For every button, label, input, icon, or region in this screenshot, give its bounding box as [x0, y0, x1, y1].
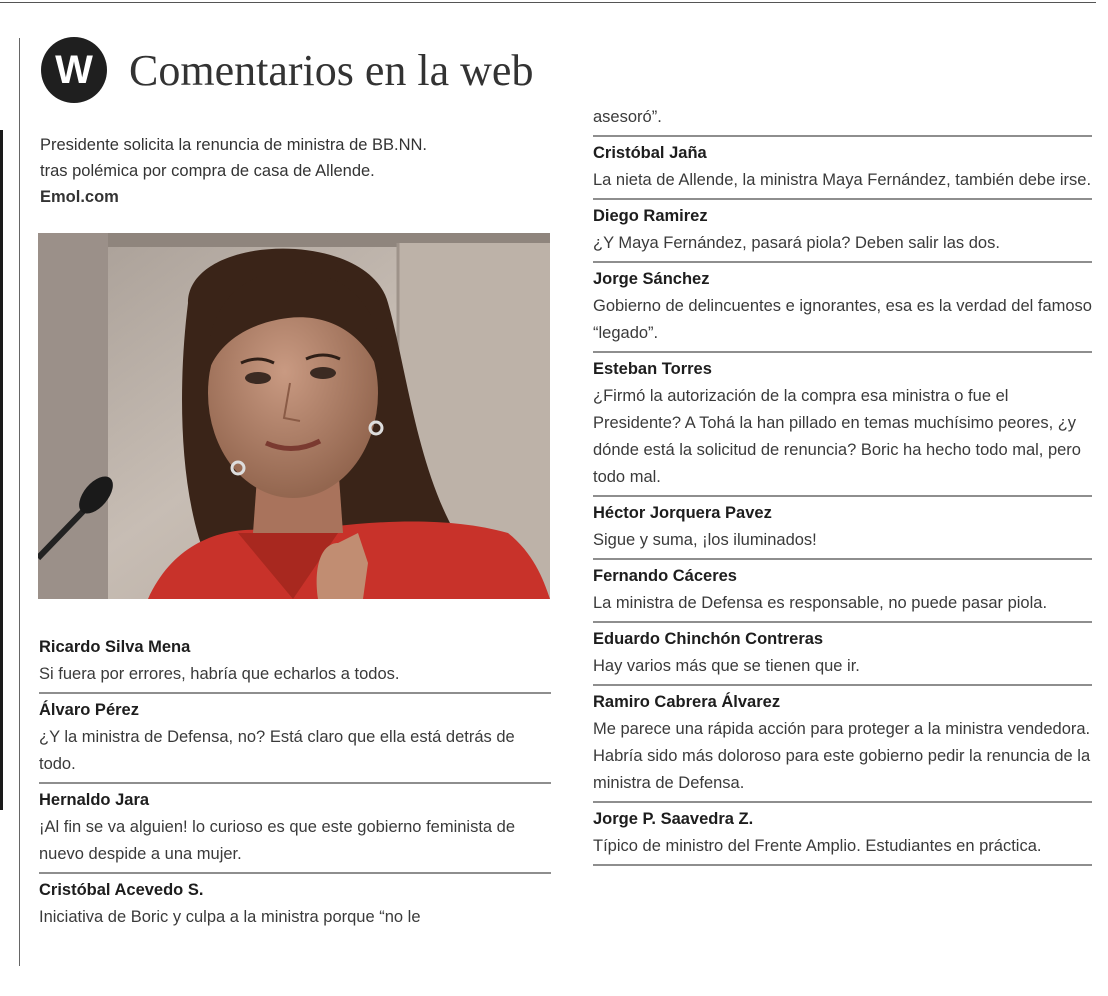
comments-column-right	[593, 104, 1092, 866]
comment-author: Héctor Jorquera Pavez	[593, 504, 772, 522]
comment-item	[593, 686, 1092, 803]
comment-author: Hernaldo Jara	[39, 791, 150, 809]
top-rule	[0, 2, 1096, 3]
comment-author: Ricardo Silva Mena	[39, 638, 191, 656]
comment-text: ¡Al fin se va alguien! lo curioso es que este gobierno feminista de nuevo despide a una mujer.	[39, 818, 516, 863]
intro-source: Emol.com	[40, 188, 119, 206]
comment-author: Álvaro Pérez	[39, 701, 139, 719]
page-edge-bar	[0, 130, 3, 810]
comment-text: ¿Y Maya Fernández, pasará piola? Deben salir las dos.	[593, 234, 1000, 252]
comment-author: Ramiro Cabrera Álvarez	[593, 693, 781, 711]
comment-item	[593, 263, 1092, 353]
w-web-icon: W	[41, 37, 107, 103]
woman-speaking-photo	[38, 233, 550, 599]
comment-text: La ministra de Defensa es responsable, no puede pasar piola.	[593, 594, 1048, 612]
comment-text: Me parece una rápida acción para proteger a la ministra vendedora. Habría sido más doloroso para este gobierno pedir la renuncia de la ministra de Defensa.	[593, 720, 1091, 792]
comment-item	[39, 874, 551, 935]
comment-item	[39, 631, 551, 694]
comment-text: asesoró”.	[593, 108, 662, 126]
comment-item	[593, 353, 1092, 497]
comment-text: Iniciativa de Boric y culpa a la ministra porque “no le	[39, 908, 421, 926]
comments-column-left	[39, 631, 551, 935]
comment-item	[593, 803, 1092, 866]
comment-text: Hay varios más que se tienen que ir.	[593, 657, 860, 675]
comment-author: Jorge Sánchez	[593, 270, 710, 288]
comment-text: Gobierno de delincuentes e ignorantes, esa es la verdad del famoso “legado”.	[593, 297, 1092, 342]
comment-text: ¿Y la ministra de Defensa, no? Está claro que ella está detrás de todo.	[39, 728, 515, 773]
comment-author: Cristóbal Jaña	[593, 144, 707, 162]
comment-author: Diego Ramirez	[593, 207, 708, 225]
comment-item	[593, 137, 1092, 200]
comment-item	[593, 497, 1092, 560]
intro-paragraph	[40, 132, 440, 210]
comment-text: Si fuera por errores, habría que echarlos a todos.	[39, 665, 400, 683]
section-header	[41, 36, 533, 104]
comment-text: Sigue y suma, ¡los iluminados!	[593, 531, 817, 549]
section-title: Comentarios en la web	[129, 45, 534, 95]
comment-text: La nieta de Allende, la ministra Maya Fernández, también debe irse.	[593, 171, 1092, 189]
comment-item	[39, 694, 551, 784]
photo-illustration	[38, 233, 550, 599]
comment-author: Fernando Cáceres	[593, 567, 737, 585]
comment-item	[593, 560, 1092, 623]
comment-text: Típico de ministro del Frente Amplio. Estudiantes en práctica.	[593, 837, 1042, 855]
comment-item	[593, 623, 1092, 686]
column-rule	[19, 38, 20, 966]
comment-author: Cristóbal Acevedo S.	[39, 881, 204, 899]
comment-continuation	[593, 104, 1092, 137]
comment-author: Eduardo Chinchón Contreras	[593, 630, 824, 648]
comment-text: ¿Firmó la autorización de la compra esa ministra o fue el Presidente? A Tohá la han pillado en temas muchísimo peores, ¿y dónde está la solicitud de renuncia? Boric ha hecho todo mal, pero todo mal.	[593, 387, 1081, 486]
intro-text: Presidente solicita la renuncia de ministra de BB.NN. tras polémica por compra de casa de Allende.	[40, 136, 428, 180]
comment-item	[593, 200, 1092, 263]
comment-author: Jorge P. Saavedra Z.	[593, 810, 754, 828]
comment-author: Esteban Torres	[593, 360, 712, 378]
comment-item	[39, 784, 551, 874]
